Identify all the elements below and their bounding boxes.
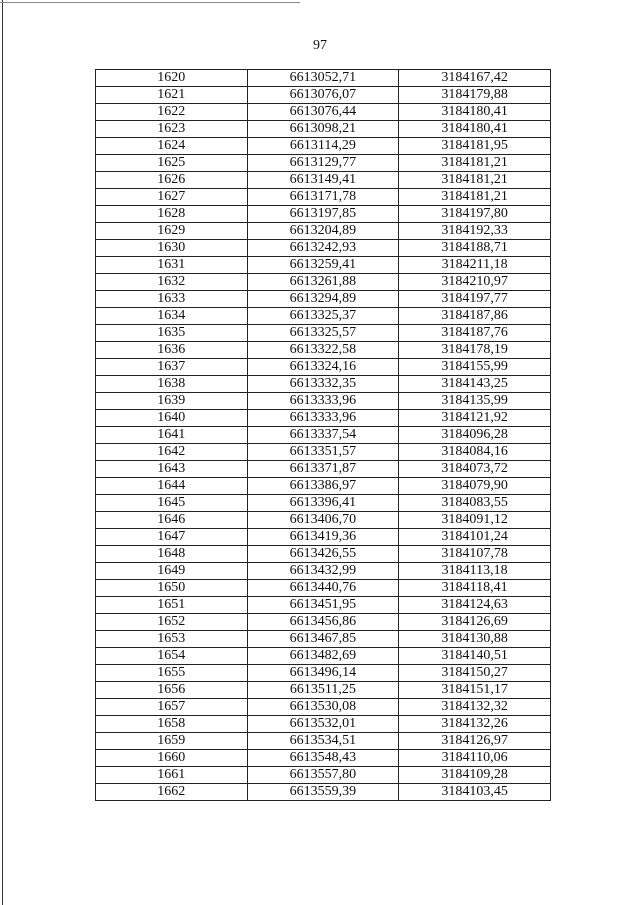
- point-number-cell: 1650: [96, 580, 248, 597]
- point-number-cell: 1662: [96, 784, 248, 801]
- y-coordinate-cell: 3184079,90: [399, 478, 551, 495]
- table-row: [96, 172, 551, 189]
- y-coordinate-cell: 3184113,18: [399, 563, 551, 580]
- x-coordinate-cell: 6613440,76: [247, 580, 399, 597]
- x-coordinate-cell: 6613456,86: [247, 614, 399, 631]
- point-number-cell: 1640: [96, 410, 248, 427]
- y-coordinate-cell: 3184188,71: [399, 240, 551, 257]
- y-coordinate-cell: 3184210,97: [399, 274, 551, 291]
- y-coordinate-cell: 3184083,55: [399, 495, 551, 512]
- point-number-cell: 1632: [96, 274, 248, 291]
- table-row: [96, 750, 551, 767]
- point-number-cell: 1625: [96, 155, 248, 172]
- x-coordinate-cell: 6613432,99: [247, 563, 399, 580]
- x-coordinate-cell: 6613098,21: [247, 121, 399, 138]
- x-coordinate-cell: 6613559,39: [247, 784, 399, 801]
- table-row: [96, 478, 551, 495]
- table-row: [96, 699, 551, 716]
- point-number-cell: 1622: [96, 104, 248, 121]
- y-coordinate-cell: 3184101,24: [399, 529, 551, 546]
- table-row: [96, 767, 551, 784]
- y-coordinate-cell: 3184187,76: [399, 325, 551, 342]
- point-number-cell: 1634: [96, 308, 248, 325]
- point-number-cell: 1657: [96, 699, 248, 716]
- table-row: [96, 410, 551, 427]
- y-coordinate-cell: 3184167,42: [399, 70, 551, 87]
- point-number-cell: 1655: [96, 665, 248, 682]
- table-row: [96, 614, 551, 631]
- point-number-cell: 1633: [96, 291, 248, 308]
- point-number-cell: 1626: [96, 172, 248, 189]
- y-coordinate-cell: 3184109,28: [399, 767, 551, 784]
- y-coordinate-cell: 3184126,69: [399, 614, 551, 631]
- x-coordinate-cell: 6613259,41: [247, 257, 399, 274]
- y-coordinate-cell: 3184124,63: [399, 597, 551, 614]
- x-coordinate-cell: 6613197,85: [247, 206, 399, 223]
- table-row: [96, 155, 551, 172]
- x-coordinate-cell: 6613322,58: [247, 342, 399, 359]
- x-coordinate-cell: 6613076,44: [247, 104, 399, 121]
- y-coordinate-cell: 3184181,95: [399, 138, 551, 155]
- point-number-cell: 1649: [96, 563, 248, 580]
- y-coordinate-cell: 3184132,32: [399, 699, 551, 716]
- y-coordinate-cell: 3184103,45: [399, 784, 551, 801]
- point-number-cell: 1635: [96, 325, 248, 342]
- y-coordinate-cell: 3184180,41: [399, 121, 551, 138]
- table-row: [96, 563, 551, 580]
- point-number-cell: 1643: [96, 461, 248, 478]
- table-row: [96, 393, 551, 410]
- point-number-cell: 1624: [96, 138, 248, 155]
- table-row: [96, 648, 551, 665]
- x-coordinate-cell: 6613406,70: [247, 512, 399, 529]
- point-number-cell: 1630: [96, 240, 248, 257]
- x-coordinate-cell: 6613332,35: [247, 376, 399, 393]
- y-coordinate-cell: 3184118,41: [399, 580, 551, 597]
- x-coordinate-cell: 6613325,37: [247, 308, 399, 325]
- y-coordinate-cell: 3184121,92: [399, 410, 551, 427]
- coordinates-table: [95, 69, 551, 801]
- table-row: [96, 580, 551, 597]
- table-row: [96, 495, 551, 512]
- table-row: [96, 104, 551, 121]
- table-row: [96, 665, 551, 682]
- point-number-cell: 1652: [96, 614, 248, 631]
- point-number-cell: 1629: [96, 223, 248, 240]
- x-coordinate-cell: 6613149,41: [247, 172, 399, 189]
- y-coordinate-cell: 3184211,18: [399, 257, 551, 274]
- x-coordinate-cell: 6613371,87: [247, 461, 399, 478]
- point-number-cell: 1659: [96, 733, 248, 750]
- point-number-cell: 1621: [96, 87, 248, 104]
- point-number-cell: 1660: [96, 750, 248, 767]
- x-coordinate-cell: 6613337,54: [247, 427, 399, 444]
- y-coordinate-cell: 3184140,51: [399, 648, 551, 665]
- point-number-cell: 1658: [96, 716, 248, 733]
- x-coordinate-cell: 6613530,08: [247, 699, 399, 716]
- point-number-cell: 1628: [96, 206, 248, 223]
- table-row: [96, 70, 551, 87]
- x-coordinate-cell: 6613386,97: [247, 478, 399, 495]
- point-number-cell: 1637: [96, 359, 248, 376]
- point-number-cell: 1648: [96, 546, 248, 563]
- y-coordinate-cell: 3184197,77: [399, 291, 551, 308]
- y-coordinate-cell: 3184126,97: [399, 733, 551, 750]
- table-row: [96, 529, 551, 546]
- x-coordinate-cell: 6613496,14: [247, 665, 399, 682]
- table-row: [96, 223, 551, 240]
- x-coordinate-cell: 6613482,69: [247, 648, 399, 665]
- y-coordinate-cell: 3184155,99: [399, 359, 551, 376]
- y-coordinate-cell: 3184132,26: [399, 716, 551, 733]
- y-coordinate-cell: 3184091,12: [399, 512, 551, 529]
- table-row: [96, 444, 551, 461]
- y-coordinate-cell: 3184143,25: [399, 376, 551, 393]
- point-number-cell: 1656: [96, 682, 248, 699]
- point-number-cell: 1620: [96, 70, 248, 87]
- x-coordinate-cell: 6613333,96: [247, 393, 399, 410]
- page-edge-left: [2, 0, 3, 905]
- x-coordinate-cell: 6613426,55: [247, 546, 399, 563]
- x-coordinate-cell: 6613351,57: [247, 444, 399, 461]
- point-number-cell: 1627: [96, 189, 248, 206]
- table-row: [96, 546, 551, 563]
- y-coordinate-cell: 3184084,16: [399, 444, 551, 461]
- table-row: [96, 121, 551, 138]
- y-coordinate-cell: 3184151,17: [399, 682, 551, 699]
- table-row: [96, 240, 551, 257]
- page-edge-top: [0, 2, 300, 3]
- point-number-cell: 1623: [96, 121, 248, 138]
- x-coordinate-cell: 6613396,41: [247, 495, 399, 512]
- point-number-cell: 1641: [96, 427, 248, 444]
- table-row: [96, 189, 551, 206]
- x-coordinate-cell: 6613451,95: [247, 597, 399, 614]
- x-coordinate-cell: 6613242,93: [247, 240, 399, 257]
- x-coordinate-cell: 6613548,43: [247, 750, 399, 767]
- point-number-cell: 1646: [96, 512, 248, 529]
- x-coordinate-cell: 6613261,88: [247, 274, 399, 291]
- point-number-cell: 1631: [96, 257, 248, 274]
- table-row: [96, 308, 551, 325]
- y-coordinate-cell: 3184073,72: [399, 461, 551, 478]
- x-coordinate-cell: 6613419,36: [247, 529, 399, 546]
- y-coordinate-cell: 3184130,88: [399, 631, 551, 648]
- y-coordinate-cell: 3184197,80: [399, 206, 551, 223]
- point-number-cell: 1644: [96, 478, 248, 495]
- y-coordinate-cell: 3184096,28: [399, 427, 551, 444]
- point-number-cell: 1654: [96, 648, 248, 665]
- x-coordinate-cell: 6613557,80: [247, 767, 399, 784]
- table-row: [96, 138, 551, 155]
- table-row: [96, 376, 551, 393]
- table-row: [96, 716, 551, 733]
- point-number-cell: 1651: [96, 597, 248, 614]
- x-coordinate-cell: 6613532,01: [247, 716, 399, 733]
- y-coordinate-cell: 3184135,99: [399, 393, 551, 410]
- x-coordinate-cell: 6613294,89: [247, 291, 399, 308]
- point-number-cell: 1661: [96, 767, 248, 784]
- table-row: [96, 342, 551, 359]
- table-row: [96, 291, 551, 308]
- point-number-cell: 1645: [96, 495, 248, 512]
- point-number-cell: 1636: [96, 342, 248, 359]
- x-coordinate-cell: 6613325,57: [247, 325, 399, 342]
- y-coordinate-cell: 3184107,78: [399, 546, 551, 563]
- page-number: 97: [313, 38, 327, 53]
- table-row: [96, 682, 551, 699]
- table-row: [96, 325, 551, 342]
- table-row: [96, 257, 551, 274]
- point-number-cell: 1647: [96, 529, 248, 546]
- x-coordinate-cell: 6613534,51: [247, 733, 399, 750]
- y-coordinate-cell: 3184181,21: [399, 155, 551, 172]
- table-row: [96, 784, 551, 801]
- table-row: [96, 359, 551, 376]
- y-coordinate-cell: 3184110,06: [399, 750, 551, 767]
- x-coordinate-cell: 6613324,16: [247, 359, 399, 376]
- table-row: [96, 274, 551, 291]
- x-coordinate-cell: 6613129,77: [247, 155, 399, 172]
- point-number-cell: 1638: [96, 376, 248, 393]
- table-row: [96, 427, 551, 444]
- point-number-cell: 1642: [96, 444, 248, 461]
- table-row: [96, 206, 551, 223]
- x-coordinate-cell: 6613076,07: [247, 87, 399, 104]
- y-coordinate-cell: 3184180,41: [399, 104, 551, 121]
- y-coordinate-cell: 3184179,88: [399, 87, 551, 104]
- x-coordinate-cell: 6613204,89: [247, 223, 399, 240]
- x-coordinate-cell: 6613171,78: [247, 189, 399, 206]
- table-row: [96, 87, 551, 104]
- x-coordinate-cell: 6613052,71: [247, 70, 399, 87]
- table-row: [96, 512, 551, 529]
- x-coordinate-cell: 6613114,29: [247, 138, 399, 155]
- y-coordinate-cell: 3184192,33: [399, 223, 551, 240]
- y-coordinate-cell: 3184150,27: [399, 665, 551, 682]
- y-coordinate-cell: 3184178,19: [399, 342, 551, 359]
- x-coordinate-cell: 6613333,96: [247, 410, 399, 427]
- x-coordinate-cell: 6613511,25: [247, 682, 399, 699]
- y-coordinate-cell: 3184181,21: [399, 189, 551, 206]
- point-number-cell: 1639: [96, 393, 248, 410]
- table-row: [96, 461, 551, 478]
- y-coordinate-cell: 3184181,21: [399, 172, 551, 189]
- coordinates-table-body: [96, 70, 551, 801]
- table-row: [96, 631, 551, 648]
- y-coordinate-cell: 3184187,86: [399, 308, 551, 325]
- table-row: [96, 733, 551, 750]
- x-coordinate-cell: 6613467,85: [247, 631, 399, 648]
- point-number-cell: 1653: [96, 631, 248, 648]
- table-row: [96, 597, 551, 614]
